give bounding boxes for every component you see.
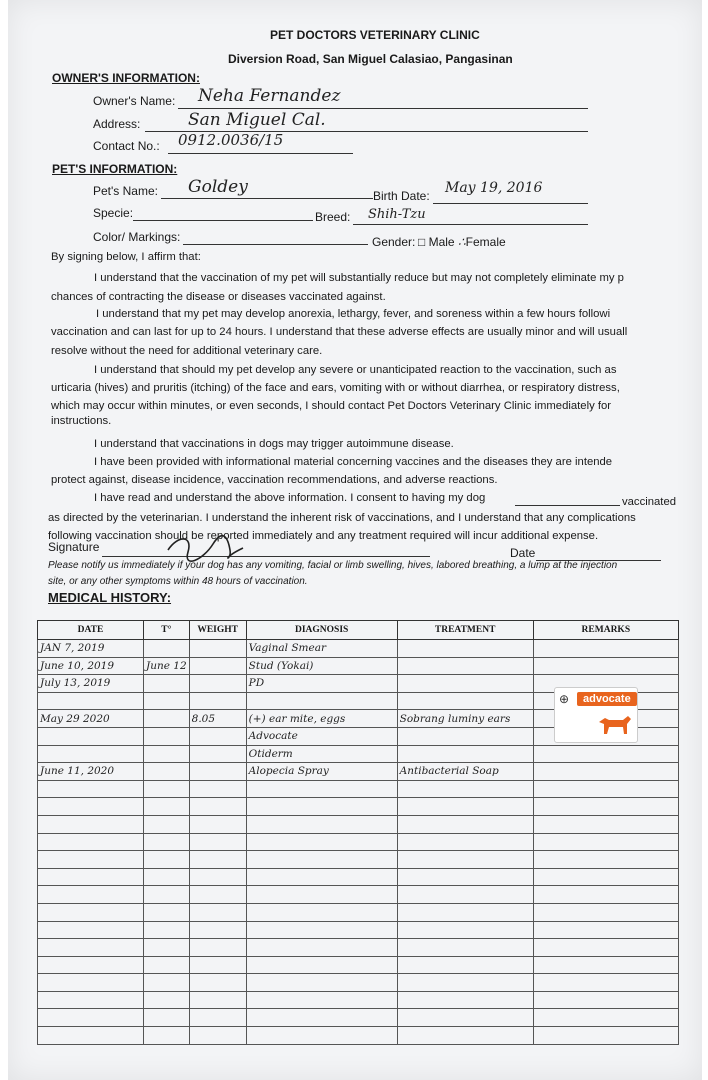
table-cell — [246, 956, 397, 974]
clinic-address: Diversion Road, San Miguel Calasiao, Pangasinan — [228, 52, 513, 66]
table-cell — [246, 798, 397, 816]
table-row — [38, 798, 679, 816]
signature-label: Signature — [48, 540, 100, 554]
notice-line-b: site, or any other symptoms within 48 hours of vaccination. — [48, 576, 308, 587]
table-cell — [189, 939, 246, 957]
table-cell — [38, 780, 144, 798]
pet-heading: PET'S INFORMATION: — [52, 162, 178, 176]
table-cell — [144, 851, 190, 869]
dog-icon — [595, 710, 633, 738]
table-cell — [533, 921, 678, 939]
table-row — [38, 974, 679, 992]
table-cell — [246, 1009, 397, 1027]
table-cell — [189, 763, 246, 781]
table-cell — [397, 921, 533, 939]
table-cell — [38, 815, 144, 833]
table-cell — [533, 763, 678, 781]
table-cell — [144, 692, 190, 710]
table-cell — [397, 692, 533, 710]
table-cell — [397, 815, 533, 833]
table-cell: Stud (Yokai) — [246, 657, 397, 675]
table-cell — [397, 956, 533, 974]
table-cell — [38, 1009, 144, 1027]
table-cell — [246, 780, 397, 798]
table-cell — [397, 851, 533, 869]
table-cell — [397, 1009, 533, 1027]
table-row — [38, 640, 679, 658]
consent-p3b: urticaria (hives) and pruritis (itching) of the face and ears, vomiting with or without diarrhea, or respiratory distress, — [51, 382, 620, 394]
table-cell — [38, 1027, 144, 1045]
consent-p4: I understand that vaccinations in dogs may trigger autoimmune disease. — [94, 438, 454, 450]
table-cell — [246, 939, 397, 957]
table-cell — [144, 833, 190, 851]
table-cell — [189, 851, 246, 869]
table-cell — [533, 886, 678, 904]
birth-date-label: Birth Date: — [373, 189, 430, 203]
table-cell — [246, 833, 397, 851]
table-cell: Vaginal Smear — [246, 640, 397, 658]
breed-label: Breed: — [315, 210, 351, 224]
male-checkbox: □ — [418, 235, 426, 249]
table-cell — [189, 868, 246, 886]
table-cell — [246, 886, 397, 904]
table-cell: July 13, 2019 — [38, 675, 144, 693]
table-cell — [533, 868, 678, 886]
owner-heading: OWNER'S INFORMATION: — [52, 71, 200, 85]
table-cell — [189, 798, 246, 816]
table-cell — [144, 939, 190, 957]
col-date: DATE — [38, 621, 144, 640]
table-cell — [189, 886, 246, 904]
table-cell — [246, 974, 397, 992]
col-temp: T° — [144, 621, 190, 640]
table-cell — [533, 903, 678, 921]
table-cell — [144, 991, 190, 1009]
breed-value: Shih-Tzu — [368, 207, 426, 222]
table-cell — [397, 939, 533, 957]
table-cell — [38, 956, 144, 974]
table-cell — [144, 640, 190, 658]
table-cell — [189, 903, 246, 921]
owner-name-value: Neha Fernandez — [198, 86, 341, 106]
table-cell — [533, 939, 678, 957]
consent-intro: By signing below, I affirm that: — [51, 251, 201, 263]
table-cell — [397, 780, 533, 798]
col-treatment: TREATMENT — [397, 621, 533, 640]
table-cell — [144, 763, 190, 781]
table-cell — [189, 1009, 246, 1027]
contact-label: Contact No.: — [93, 139, 160, 153]
table-cell — [397, 974, 533, 992]
table-cell — [144, 727, 190, 745]
table-row — [38, 991, 679, 1009]
table-cell — [533, 974, 678, 992]
table-cell — [246, 815, 397, 833]
table-row — [38, 763, 679, 781]
female-label: Female — [465, 235, 506, 249]
table-cell — [144, 921, 190, 939]
table-cell — [533, 956, 678, 974]
table-cell — [189, 974, 246, 992]
table-cell — [144, 710, 190, 728]
dog-name-line — [515, 505, 620, 506]
male-label: Male — [428, 235, 455, 249]
consent-p2a: I understand that my pet may develop anorexia, lethargy, fever, and soreness within a few hours followi — [96, 308, 611, 320]
address-label: Address: — [93, 117, 141, 131]
table-row — [38, 657, 679, 675]
table-cell: June 12 — [144, 657, 190, 675]
table-row — [38, 851, 679, 869]
date-label: Date — [510, 546, 536, 560]
table-cell — [38, 868, 144, 886]
table-cell — [189, 1027, 246, 1045]
specie-label: Specie: — [93, 206, 134, 220]
table-cell — [144, 903, 190, 921]
table-cell — [189, 657, 246, 675]
pet-name-line — [161, 198, 373, 199]
consent-p2b: vaccination and can last for up to 24 hours. I understand that these adverse effects are usually minor and will usuall — [51, 326, 628, 338]
table-cell — [397, 991, 533, 1009]
consent-p3d: instructions. — [51, 415, 112, 427]
table-cell — [144, 780, 190, 798]
table-cell — [246, 692, 397, 710]
contact-value: 0912.0036/15 — [178, 131, 284, 149]
table-cell — [397, 640, 533, 658]
table-cell — [189, 780, 246, 798]
table-cell — [38, 991, 144, 1009]
gender-label: Gender: — [372, 235, 416, 249]
table-cell — [189, 991, 246, 1009]
consent-p2c: resolve without the need for additional veterinary care. — [51, 345, 323, 357]
table-cell — [397, 868, 533, 886]
male-option — [418, 235, 455, 249]
table-cell — [189, 956, 246, 974]
table-cell: Advocate — [246, 727, 397, 745]
table-row — [38, 780, 679, 798]
pet-name-label: Pet's Name: — [93, 184, 158, 198]
table-cell — [246, 1027, 397, 1045]
table-cell — [144, 815, 190, 833]
table-cell — [38, 745, 144, 763]
consent-p5b: protect against, disease incidence, vaccination recommendations, and adverse reactions. — [51, 474, 498, 486]
table-cell — [397, 833, 533, 851]
consent-p1a: I understand that the vaccination of my pet will substantially reduce but may not completely eliminate my p — [94, 272, 624, 284]
table-cell — [397, 798, 533, 816]
col-weight: WEIGHT — [189, 621, 246, 640]
table-row — [38, 868, 679, 886]
col-remarks: REMARKS — [533, 621, 678, 640]
medical-heading: MEDICAL HISTORY: — [48, 590, 172, 605]
table-cell — [533, 833, 678, 851]
table-row — [38, 939, 679, 957]
table-cell — [397, 886, 533, 904]
table-cell — [533, 991, 678, 1009]
table-cell — [38, 692, 144, 710]
table-cell — [533, 657, 678, 675]
sticker-brand: advocate — [577, 692, 637, 706]
table-cell — [189, 921, 246, 939]
table-cell — [397, 903, 533, 921]
table-row — [38, 886, 679, 904]
consent-p5a: I have been provided with informational material concerning vaccines and the diseases they are intende — [94, 456, 613, 468]
table-cell — [38, 921, 144, 939]
table-cell — [533, 1027, 678, 1045]
table-cell — [144, 974, 190, 992]
table-cell — [144, 1009, 190, 1027]
consent-p3c: which may occur within minutes, or even seconds, I should contact Pet Doctors Veterinary Clinic immediately for — [51, 400, 612, 412]
table-cell: Antibacterial Soap — [397, 763, 533, 781]
owner-name-line — [178, 108, 588, 109]
table-row — [38, 745, 679, 763]
table-cell — [397, 1027, 533, 1045]
contact-line — [168, 153, 353, 154]
female-check-mark: ∴ — [458, 235, 466, 249]
table-cell — [533, 640, 678, 658]
consent-p6b: as directed by the veterinarian. I understand the inherent risk of vaccinations, and I understand that any complications — [48, 512, 636, 524]
table-header-row — [38, 621, 679, 640]
owner-signature — [158, 530, 248, 564]
table-cell — [38, 727, 144, 745]
clinic-name: PET DOCTORS VETERINARY CLINIC — [270, 28, 480, 42]
birth-date-value: May 19, 2016 — [445, 180, 543, 196]
table-cell: (+) ear mite, eggs — [246, 710, 397, 728]
advocate-sticker — [554, 687, 638, 743]
table-cell — [533, 815, 678, 833]
consent-p6a-end: vaccinated — [622, 496, 677, 508]
consent-p6c: following vaccination should be reported immediately and any treatment required will incur additional expense. — [48, 530, 599, 542]
table-cell: Otiderm — [246, 745, 397, 763]
table-cell — [397, 727, 533, 745]
table-cell: 8.05 — [189, 710, 246, 728]
table-cell — [533, 798, 678, 816]
consent-p3a: I understand that should my pet develop any severe or unanticipated reaction to the vaccination, such as — [94, 364, 617, 376]
table-cell: JAN 7, 2019 — [38, 640, 144, 658]
table-cell — [38, 798, 144, 816]
table-cell: Sobrang luminy ears — [397, 710, 533, 728]
table-cell — [189, 833, 246, 851]
notice-line-a: Please notify us immediately if your dog has any vomiting, facial or limb swelling, hives, labored breathing, a lump at the injection — [48, 560, 618, 571]
table-cell — [189, 815, 246, 833]
table-cell — [144, 675, 190, 693]
table-cell: June 11, 2020 — [38, 763, 144, 781]
table-cell — [246, 921, 397, 939]
color-line — [183, 244, 368, 245]
table-cell — [189, 675, 246, 693]
pet-name-value: Goldey — [188, 177, 248, 197]
table-cell — [533, 780, 678, 798]
address-value: San Miguel Cal. — [188, 110, 326, 130]
table-row — [38, 833, 679, 851]
table-row — [38, 815, 679, 833]
table-row — [38, 1027, 679, 1045]
table-cell — [397, 745, 533, 763]
table-cell — [189, 640, 246, 658]
medical-history-table — [37, 620, 679, 1045]
birth-date-line — [433, 203, 588, 204]
table-cell: PD — [246, 675, 397, 693]
table-row — [38, 956, 679, 974]
table-cell — [144, 745, 190, 763]
female-option — [458, 235, 506, 249]
table-cell — [38, 939, 144, 957]
table-cell — [144, 868, 190, 886]
table-cell — [246, 903, 397, 921]
table-cell: June 10, 2019 — [38, 657, 144, 675]
table-cell — [533, 851, 678, 869]
table-cell — [397, 675, 533, 693]
table-cell — [533, 745, 678, 763]
consent-p6a: I have read and understand the above information. I consent to having my dog — [94, 492, 486, 504]
consent-p1b: chances of contracting the disease or diseases vaccinated against. — [51, 291, 386, 303]
table-row — [38, 903, 679, 921]
table-row — [38, 921, 679, 939]
table-cell — [246, 868, 397, 886]
bayer-cross-icon: ⊕ — [559, 692, 570, 706]
table-cell — [144, 798, 190, 816]
table-cell — [144, 886, 190, 904]
table-cell: Alopecia Spray — [246, 763, 397, 781]
col-diagnosis: DIAGNOSIS — [246, 621, 397, 640]
table-cell — [533, 1009, 678, 1027]
table-cell — [38, 974, 144, 992]
color-label: Color/ Markings: — [93, 230, 181, 244]
table-cell — [38, 886, 144, 904]
table-cell — [397, 657, 533, 675]
table-cell — [189, 727, 246, 745]
owner-name-label: Owner's Name: — [93, 94, 176, 108]
table-cell — [246, 991, 397, 1009]
specie-line — [133, 220, 313, 221]
table-cell — [144, 1027, 190, 1045]
table-cell — [38, 833, 144, 851]
table-row — [38, 1009, 679, 1027]
table-cell — [144, 956, 190, 974]
table-cell: May 29 2020 — [38, 710, 144, 728]
breed-line — [353, 224, 588, 225]
table-cell — [246, 851, 397, 869]
table-cell — [38, 903, 144, 921]
table-cell — [189, 745, 246, 763]
table-cell — [189, 692, 246, 710]
table-cell — [38, 851, 144, 869]
signature-line — [102, 556, 430, 557]
